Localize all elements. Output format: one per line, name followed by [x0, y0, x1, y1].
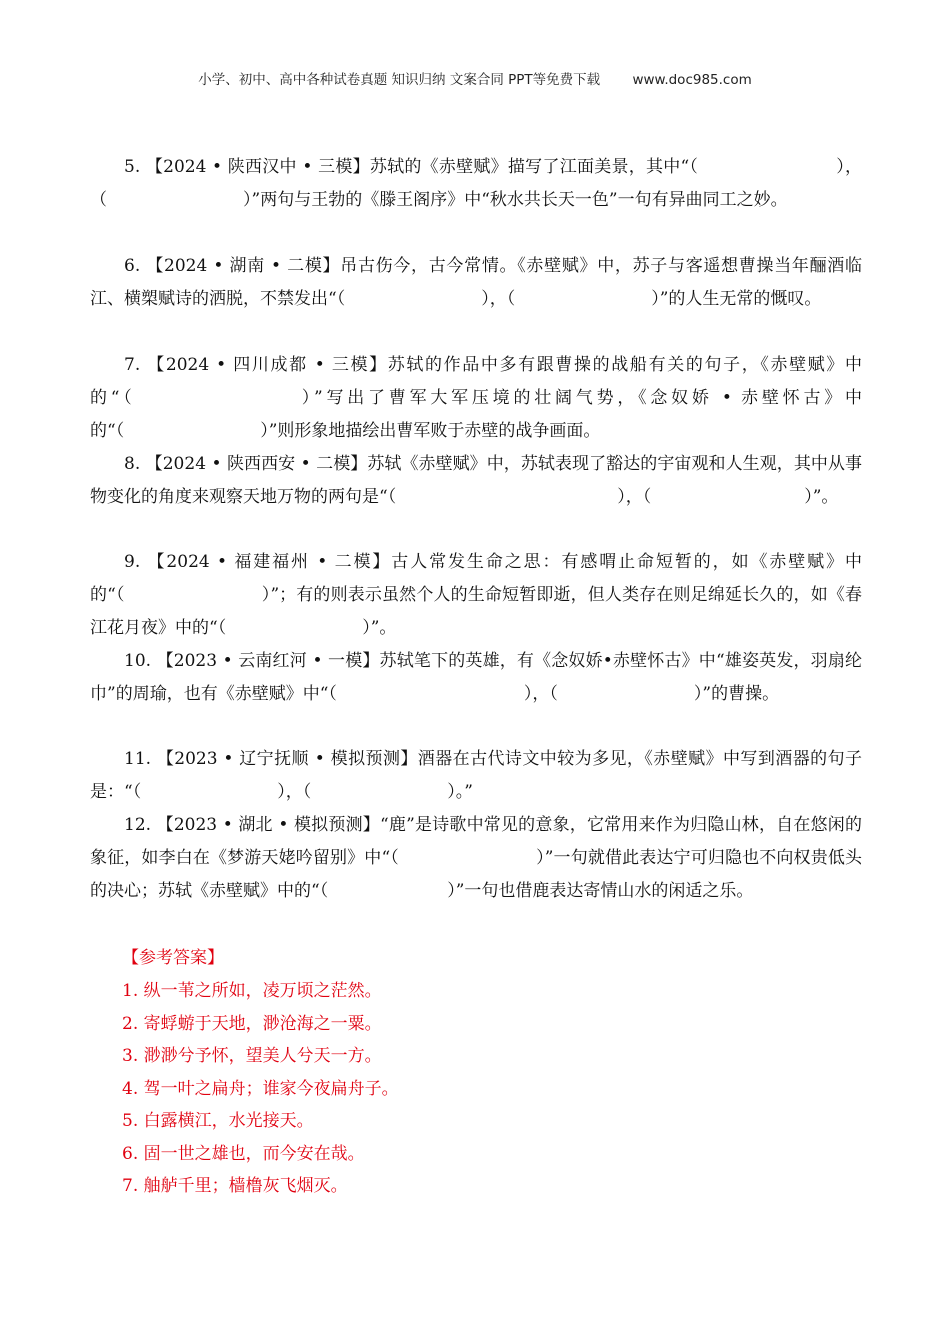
- page-header: [0, 68, 950, 88]
- question-5: [90, 151, 862, 217]
- question-text: 6. 【2024 • 湖南 • 二模】吊古伤今，古今常情。《赤壁赋》中，苏子与客遥想曹操当年酾酒临江、横槊赋诗的洒脱，不禁发出“（ ），（ ）”的人生无常的慨叹。: [90, 256, 862, 309]
- answer-item: 6. 固一世之雄也，而今安在哉。: [122, 1143, 365, 1164]
- answers-title: 【参考答案】: [122, 948, 224, 968]
- question-6: [90, 250, 862, 316]
- question-text: 11. 【2023 • 辽宁抚顺 • 模拟预测】酒器在古代诗文中较为多见，《赤壁赋》中写到酒器的句子是：“（ ），（ ）。”: [90, 749, 862, 802]
- question-text: 12. 【2023 • 湖北 • 模拟预测】“鹿”是诗歌中常见的意象，它常用来作为归隐山林，自在悠闲的象征，如李白在《梦游天姥吟留别》中“（ ）”一句就借此表达宁可归隐也不向权贵低头的决心；苏轼《赤壁赋》中的“（ ）”一句也借鹿表达寄情山水的闲适之乐。: [90, 815, 862, 901]
- question-text: 8. 【2024 • 陕西西安 • 二模】苏轼《赤壁赋》中，苏轼表现了豁达的宇宙观和人生观，其中从事物变化的角度来观察天地万物的两句是“（ ），（ ）”。: [90, 454, 862, 507]
- answer-item: 3. 渺渺兮予怀，望美人兮天一方。: [122, 1046, 382, 1066]
- answer-item: 5. 白露横江，水光接天。: [122, 1111, 314, 1131]
- question-11: [90, 743, 862, 809]
- answer-item: 7. 舳舻千里；樯橹灰飞烟灭。: [122, 1176, 348, 1196]
- header-site-link[interactable]: www.doc985.com: [632, 72, 752, 88]
- answer-item: 1. 纵一苇之所如，凌万顷之茫然。: [122, 981, 382, 1001]
- answer-item: 2. 寄蜉蝣于天地，渺沧海之一粟。: [122, 1013, 382, 1034]
- question-text: 9. 【2024 • 福建福州 • 二模】古人常发生命之思：有感喟止命短暂的，如《赤壁赋》中的“（ ）”；有的则表示虽然个人的生命短暂即逝，但人类存在则足绵延长久的，如《春江花月夜》中的“（ ）”。: [90, 552, 862, 638]
- question-text: 5. 【2024 • 陕西汉中 • 三模】苏轼的《赤壁赋》描写了江面美景，其中“（ ），（ ）”两句与王勃的《滕王阁序》中“秋水共长天一色”一句有异曲同工之妙。: [90, 157, 862, 210]
- question-12: [90, 809, 862, 908]
- question-text: 10. 【2023 • 云南红河 • 一模】苏轼笔下的英雄，有《念奴娇•赤壁怀古》中“雄姿英发，羽扇纶巾”的周瑜，也有《赤壁赋》中“（ ），（ ）”的曹操。: [90, 651, 862, 704]
- question-8: [90, 448, 862, 514]
- question-7: [90, 349, 862, 448]
- answer-item: 4. 驾一叶之扁舟；谁家今夜扁舟子。: [122, 1078, 399, 1099]
- question-text: 7. 【2024 • 四川成都 • 三模】苏轼的作品中多有跟曹操的战船有关的句子，《赤壁赋》中的“（ ）”写出了曹军大军压境的壮阔气势，《念奴娇 • 赤壁怀古》中的“（ ）”则形象地描绘出曹军败于赤壁的战争画面。: [90, 355, 862, 441]
- question-9: [90, 546, 862, 645]
- question-10: [90, 645, 862, 711]
- header-text: 小学、初中、高中各种试卷真题 知识归纳 文案合同 PPT等免费下载: [198, 72, 601, 88]
- answers-list: [122, 975, 399, 1203]
